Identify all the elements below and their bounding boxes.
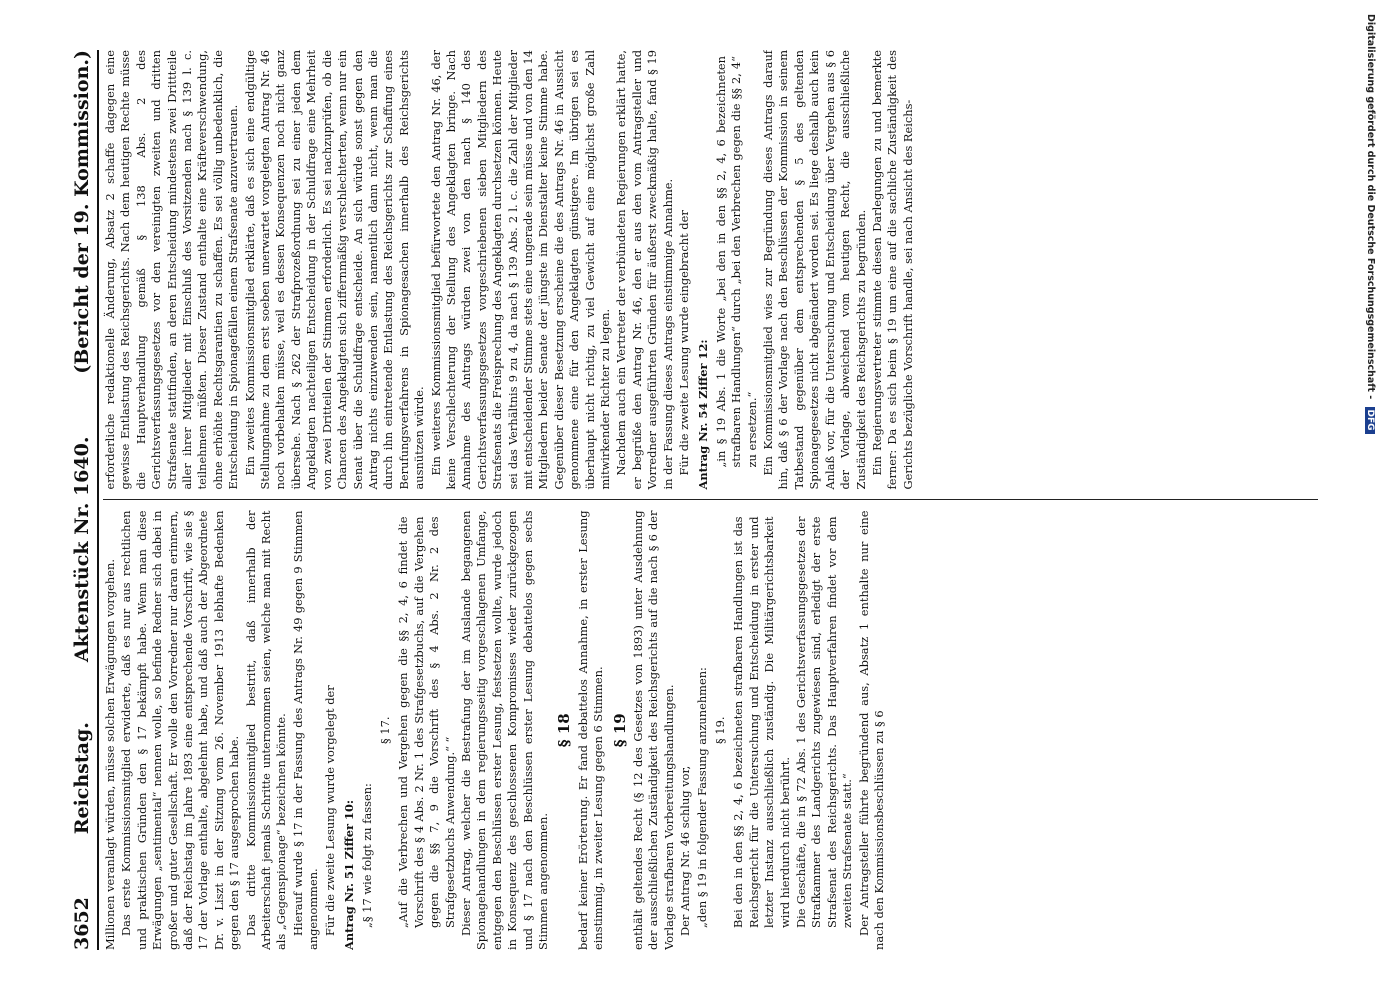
section-number: § 19. <box>713 716 728 744</box>
paragraph: Das erste Kommissionsmitglied erwiderte, daß es nur aus rechtlichen und praktischen Gründen den § 17 bekämpft habe. Wenn man diese Erwägungen „sentimental“ nennen wolle, so befinde Redner sich dabei in großer und guter Gesellschaft. Er wolle den Vorredner nur daran erinnern, daß der Reichstag im Jahre 1893 eine entsprechende Vorschrift, wie sie § 17 der Vorlage enthalte, abgelehnt habe, und daß auch der Abgeordnete Dr. v. Liszt in der Sitzung vom 26. November 1913 lebhafte Bedenken gegen den § 17 ausgesprochen habe. <box>119 510 242 950</box>
paragraph: Für die zweite Lesung wurde vorgelegt der <box>322 685 337 936</box>
page-header <box>55 50 99 950</box>
section-heading: § 18 <box>555 713 574 748</box>
section-heading: § 19 <box>610 713 629 748</box>
paragraph: Der Antragsteller führte begründend aus, Absatz 1 enthalte nur eine nach den Kommissionsbeschlüssen zu § 6 <box>856 510 887 950</box>
paragraph: Ein weiteres Kommissionsmitglied befürwortete den Antrag Nr. 46, der keine Verschlechterung der Stellung des Angeklagten bringe. Nach Annahme des Antrags würden zwei von den nach § 140 des Gerichtsverfassungsgesetzes vorgeschriebenen sieben Mitgliedern des Strafsenats die Freisprechung des Angeklagten durchsetzen können. Heute sei das Verhältnis 9 zu 4, da nach § 139 Abs. 2 l. c. die Zahl der Mitglieder mit entscheidender Stimme stets eine ungerade sein müsse und von den 14 Mitgliedern beider Senate der jüngste im Dienstalter keine Stimme habe. Gegenüber dieser Besetzung erscheine die des Antrags Nr. 46 in Aussicht genommene eine für den Angeklagten günstigere. Im übrigen sei es überhaupt nicht richtig, zu viel Gewicht auf eine möglichst große Zahl mitwirkender Richter zu legen. <box>428 50 612 490</box>
page-number: 3652 <box>71 897 93 950</box>
antrag-heading: Antrag Nr. 54 Ziffer 12: <box>696 339 711 490</box>
paragraph: bedarf keiner Erörterung. Er fand debattelos Annahme, in erster Lesung einstimmig, in zweiter Lesung gegen 6 Stimmen. <box>575 510 606 950</box>
quote: Die Geschäfte, die in § 72 Abs. 1 des Gerichtsverfassungsgesetzes der Strafkammer des Landgerichts zugewiesen sind, erledigt der erste Strafsenat des Reichsgerichts. Das Hauptverfahren findet vor dem zweiten Strafsenate statt.“ <box>794 516 855 928</box>
header-bericht: (Bericht der 19. Kommission.) <box>71 50 93 374</box>
header-aktenstueck: Aktenstück Nr. 1640. <box>71 436 93 663</box>
left-column <box>103 501 1318 951</box>
antrag-heading: Antrag Nr. 51 Ziffer 10: <box>342 799 357 950</box>
quote: „in § 19 Abs. 1 die Worte „bei den in den §§ 2, 4, 6 bezeichneten strafbaren Handlungen“ durch „bei den Verbrechen gegen die §§ 2, 4“ zu ersetzen.“ <box>713 56 759 468</box>
paragraph: Ein Regierungsvertreter stimmte diesen Darlegungen zu und bemerkte ferner: Da es sich beim § 19 um eine auf die sachliche Zuständigkeit des Gerichts bezügliche Vorschrift handle, sei nach Ansicht des Reichs- <box>869 50 915 490</box>
dfg-logo: DFG <box>1365 407 1375 434</box>
paragraph: Für die zweite Lesung wurde eingebracht der <box>677 210 692 476</box>
section-number: § 17. <box>377 716 392 744</box>
paragraph: Hierauf wurde § 17 in der Fassung des Antrags Nr. 49 gegen 9 Stimmen angenommen. <box>290 510 321 950</box>
right-column <box>103 50 1318 500</box>
paragraph: Der Antrag Nr. 46 schlug vor, <box>678 765 693 936</box>
paragraph: enthält geltendes Recht (§ 12 des Gesetzes von 1893) unter Ausdehnung der ausschließlichen Zuständigkeit des Reichsgerichts auf die nach § 6 der Vorlage strafbaren Vorbereitungshandlungen. <box>631 510 676 950</box>
text-columns <box>103 50 1318 950</box>
digitization-text: Digitalisierung gefördert durch die Deutsche Forschungsgemeinschaft - <box>1365 14 1376 400</box>
column-divider <box>103 500 1318 501</box>
quote: „Auf die Verbrechen und Vergehen gegen die §§ 2, 4, 6 findet die Vorschrift des § 4 Abs. 2 Nr. 1 des Strafgesetzbuchs, auf die Vergehen gegen die §§ 7, 9 die Vorschrift des § 4 Abs. 2 Nr. 2 des Strafgesetzbuchs Anwendung.“ “ <box>396 516 457 928</box>
digitization-note <box>1362 10 1378 990</box>
paragraph: Ein Kommissionsmitglied wies zur Begründung dieses Antrags darauf hin, daß § 6 der Vorlage nach den Beschlüssen der Kommission in seinem Tatbestand gegenüber dem entsprechenden § 5 des geltenden Spionagegesetzes nicht abgeändert worden sei. Es liege deshalb auch kein Anlaß vor, für die Untersuchung und Entscheidung über Vergehen aus § 6 der Vorlage, abweichend vom heutigen Recht, die ausschließliche Zuständigkeit des Reichsgerichts zu begründen. <box>761 50 868 490</box>
paragraph: erforderliche redaktionelle Änderung, Absatz 2 schaffe dagegen eine gewisse Entlastung des Reichsgerichts. Nach dem heutigen Rechte müsse die Hauptverhandlung gemäß § 138 Abs. 2 des Gerichtsverfassungsgesetzes vor den vereinigten zweiten und dritten Strafsenate stattfinden, an deren Entscheidung mindestens zwei Drittteile aller ihrer Mitglieder mit Einschluß des Vorsitzenden nach § 139 l. c. teilnehmen müßten. Dieser Zustand enthalte eine Kräfteverschwendung, ohne erhöhte Rechtsgarantien zu schaffen. Es sei völlig unbedenklich, die Entscheidung in Spionagefällen einem Strafsenate anzuvertrauen. <box>103 50 241 490</box>
paragraph: Nachdem auch ein Vertreter der verbündeten Regierungen erklärt hatte, er begrüße den Antrag Nr. 46, den er aus den vom Antragsteller und Vorredner ausgeführten Gründen für äußerst zweckmäßig halte, fand § 19 in der Fassung dieses Antrags einstimmige Annahme. <box>614 50 675 490</box>
paragraph: Ein zweites Kommissionsmitglied erklärte, daß es sich eine endgültige Stellungnahme zu dem erst soeben unerwartet vorgelegten Antrag Nr. 46 noch vorbehalten müsse, weil es dessen Konsequenzen noch nicht ganz übersehe. Nach § 262 der Strafprozeßordnung sei zu einer jeden dem Angeklagten nachteiligen Entscheidung in der Schuldfrage eine Mehrheit von zwei Dritteilen der Stimmen erforderlich. Es sei nachzuprüfen, ob die Chancen des Angeklagten sich ziffernmäßig verschlechterten, wenn nur ein Senat über die Schuldfrage entscheide. An sich würde sonst gegen den Antrag nichts einzuwenden sein, namentlich dann nicht, wenn man die durch ihn eintretende Entlastung des Reichsgerichts zur Schaffung eines Berufungsverfahrens in Spionagesachen innerhalb des Reichsgerichts ausnützen würde. <box>242 50 427 490</box>
header-reichstag: Reichstag. <box>71 722 93 835</box>
quote: „§ 17 wie folgt zu fassen: <box>359 783 374 928</box>
paragraph: Das dritte Kommissionsmitglied bestritt, daß innerhalb der Arbeiterschaft jemals Schritte unternommen seien, welche man mit Recht als „Gegenspionage“ bezeichnen könnte. <box>243 510 289 950</box>
paragraph: Millionen veranlagt würden, müsse solchen Erwägungen vorgehen. <box>103 559 117 950</box>
document-page <box>55 50 1325 950</box>
quote: „den § 19 in folgender Fassung anzunehmen: <box>694 667 709 928</box>
paragraph: Dieser Antrag, welcher die Bestrafung der im Auslande begangenen Spionagehandlungen in dem regierungsseitig vorgeschlagenen Umfange, entgegen den Beschlüssen erster Lesung, festsetzen wollte, wurde jedoch in Konsequenz des geschlossenen Kompromisses wieder zurückgezogen und § 17 nach den Beschlüssen erster Lesung debattelos gegen sechs Stimmen angenommen. <box>458 510 550 950</box>
quote: Bei den in den §§ 2, 4, 6 bezeichneten strafbaren Handlungen ist das Reichsgericht für die Untersuchung und Entscheidung in erster und letzter Instanz ausschließlich zuständig. Die Militärgerichtsbarkeit wird hierdurch nicht berührt. <box>731 516 792 928</box>
